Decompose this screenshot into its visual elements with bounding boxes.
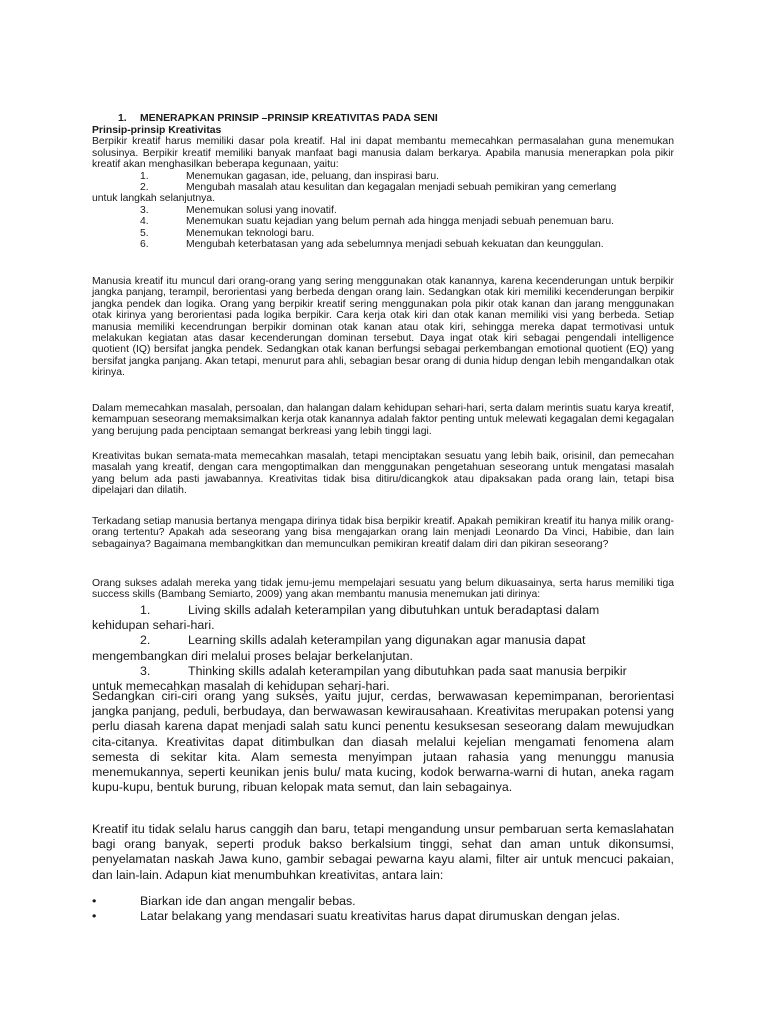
section-title: MENERAPKAN PRINSIP –PRINSIP KREATIVITAS PADA SENI (140, 113, 438, 124)
section-number: 1. (118, 113, 127, 124)
bullet-icon: • (92, 909, 97, 924)
bullet-icon: • (92, 894, 97, 908)
list-item: 6. Mengubah keterbatasan yang ada sebelumnya menjadi sebuah kekuatan dan keunggulan. (140, 239, 604, 251)
body-paragraph: Kreatif itu tidak selalu harus canggih dan baru, tetapi mengandung unsur pembaruan serta kemaslahatan bagi orang banyak, seperti produk bakso berkalsium tinggi, sehat dan aman untuk dikonsumsi, penyelamatan naskah Jawa kuno, gambir sebagai pewarna kayu alami, filter air untuk mencuci pakaian, dan lain-lain. Adapun kiat menumbuhkan kreativitas, antara lain: (92, 822, 674, 882)
list-item: • Latar belakang yang mendasari suatu kreativitas harus dapat dirumuskan dengan jelas. (92, 909, 621, 924)
section-heading (118, 113, 438, 124)
benefits-list (92, 171, 674, 251)
body-paragraph: Orang sukses adalah mereka yang tidak jemu-jemu mempelajari sesuatu yang belum dikuasainya, serta harus memiliki tiga success skills (Bambang Semiarto, 2009) yang akan membantu manusia menemukan jati dirinya: (92, 578, 674, 601)
list-item: 1. Living skills adalah keterampilan yang dibutuhkan untuk beradaptasi dalam kehidupan sehari-hari. (92, 603, 600, 633)
body-paragraph: Kreativitas bukan semata-mata memecahkan masalah, tetapi menciptakan sesuatu yang lebih baik, orisinil, dan pemecahan masalah yang kreatif, dengan cara mengoptimalkan dan menggunakan pengetahuan seseorang untuk mengatasi masalah yang belum ada pasti jawabannya. Kreativitas tidak bisa ditiru/dicangkok atau dipaksakan pada orang lain, tetapi bisa dipelajari dan dilatih. (92, 451, 674, 497)
body-paragraph: Terkadang setiap manusia bertanya mengapa dirinya tidak bisa berpikir kreatif. Apakah pemikiran kreatif itu hanya milik orang-orang tertentu? Apakah ada seseorang yang bisa mengajarkan orang lain menjadi Leonardo Da Vinci, Habibie, dan lain sebagainya? Bagaimana membangkitkan dan memunculkan pemikiran kreatif dalam diri dan pikiran seseorang? (92, 516, 674, 550)
list-item: 4. Menemukan suatu kejadian yang belum pernah ada hingga menjadi sebuah penemuan baru. (140, 216, 615, 228)
subheading: Prinsip-prinsip Kreativitas (92, 125, 222, 136)
list-item: 3. Thinking skills adalah keterampilan yang dibutuhkan pada saat manusia berpikir untuk memecahkan masalah di kehidupan sehari-hari. (92, 663, 627, 694)
list-item: 2. Learning skills adalah keterampilan yang digunakan agar manusia dapat mengembangkan diri melalui proses belajar berkelanjutan. (92, 633, 586, 663)
bullet-list (92, 894, 674, 924)
paragraph-block (92, 516, 674, 550)
paragraph-block (92, 451, 674, 497)
body-paragraph: Manusia kreatif itu muncul dari orang-orang yang sering menggunakan otak kanannya, karena kecenderungan untuk berpikir jangka panjang, terampil, berorientasi yang berbeda dengan orang lain. Sedangkan otak kiri memiliki kecenderungan berpikir jangka pendek dan logika. Orang yang berpikir kreatif sering menggunakan pola pikir otak kanan dan jarang menggunakan otak kirinya yang berorientasi pada logika berpikir. Cara kerja otak kiri dan otak kanan memiliki visi yang berbeda. Setiap manusia memiliki kecendrungan berpikir dominan otak kanan atau otak kiri, sehingga mereka dapat termotivasi untuk melakukan kegiatan atas dasar kecenderungan dominan tersebut. Daya ingat otak kiri sebagai pengendali intelligence quotient (IQ) bersifat jangka pendek. Sedangkan otak kanan berfungsi sebagai perkembangan emotional quotient (EQ) yang bersifat jangka panjang. Akan tetapi, menurut para ahli, sebagian besar orang di dunia hidup dengan lebih mengandalkan otak kirinya. (92, 276, 674, 379)
list-number: 3. (140, 663, 151, 678)
intro-block (92, 125, 674, 250)
paragraph-block (92, 578, 674, 601)
paragraph-block (92, 689, 674, 795)
body-paragraph: Dalam memecahkan masalah, persoalan, dan halangan dalam kehidupan sehari-hari, serta dalam merintis suatu karya kreatif, kemampuan seseorang memaksimalkan kerja otak kanannya adalah faktor penting untuk melewati kegagalan demi kegagalan yang berujung pada penciptaan semangat berkreasi yang lebih tinggi lagi. (92, 403, 674, 437)
list-item: • Biarkan ide dan angan mengalir bebas. (92, 894, 356, 908)
paragraph-block (92, 276, 674, 379)
skills-list (92, 603, 674, 694)
paragraph-block (92, 403, 674, 437)
list-item: 5. Menemukan teknologi baru. (140, 227, 315, 239)
list-item-continuation: untuk langkah selanjutnya. (92, 193, 216, 205)
body-paragraph: Sedangkan ciri-ciri orang yang sukses, yaitu jujur, cerdas, berwawasan kepemimpanan, berorientasi jangka panjang, peduli, berbudaya, dan berwawasan kewirausahaan. Kreativitas merupakan potensi yang perlu diasah karena dapat menjadi salah satu kunci penentu kesuksesan seseorang dalam mewujudkan cita-citanya. Kreativitas dapat ditimbulkan dan diasah melalui kejelian mengamati fenomena alam semesta di sekitar kita. Alam semesta menyimpan jutaan rahasia yang menunggu manusia menemukannya, seperti keunikan jenis bulu/ mata kucing, kodok berwarna-warni di hutan, aneka ragam kupu-kupu, bentuk burung, ribuan kelopak mata semut, dan lain sebagainya. (92, 689, 674, 795)
list-item: 3. Menemukan solusi yang inovatif. (140, 204, 337, 216)
list-number: 2. (140, 633, 151, 648)
list-number: 1. (140, 603, 151, 617)
paragraph-block (92, 822, 674, 883)
list-item: 2. Mengubah masalah atau kesulitan dan kegagalan menjadi sebuah pemikiran yang cemerlang (140, 182, 617, 194)
intro-paragraph: Berpikir kreatif harus memiliki dasar pola kreatif. Hal ini dapat membantu memecahkan permasalahan guna menemukan solusinya. Berpikir kreatif memiliki banyak manfaat bagi manusia dalam berkarya. Apabila manusia menerapkan pola pikir kreatif akan menghasilkan beberapa kegunaan, yaitu: (92, 136, 674, 171)
list-item: 1. Menemukan gagasan, ide, peluang, dan inspirasi baru. (140, 170, 440, 182)
